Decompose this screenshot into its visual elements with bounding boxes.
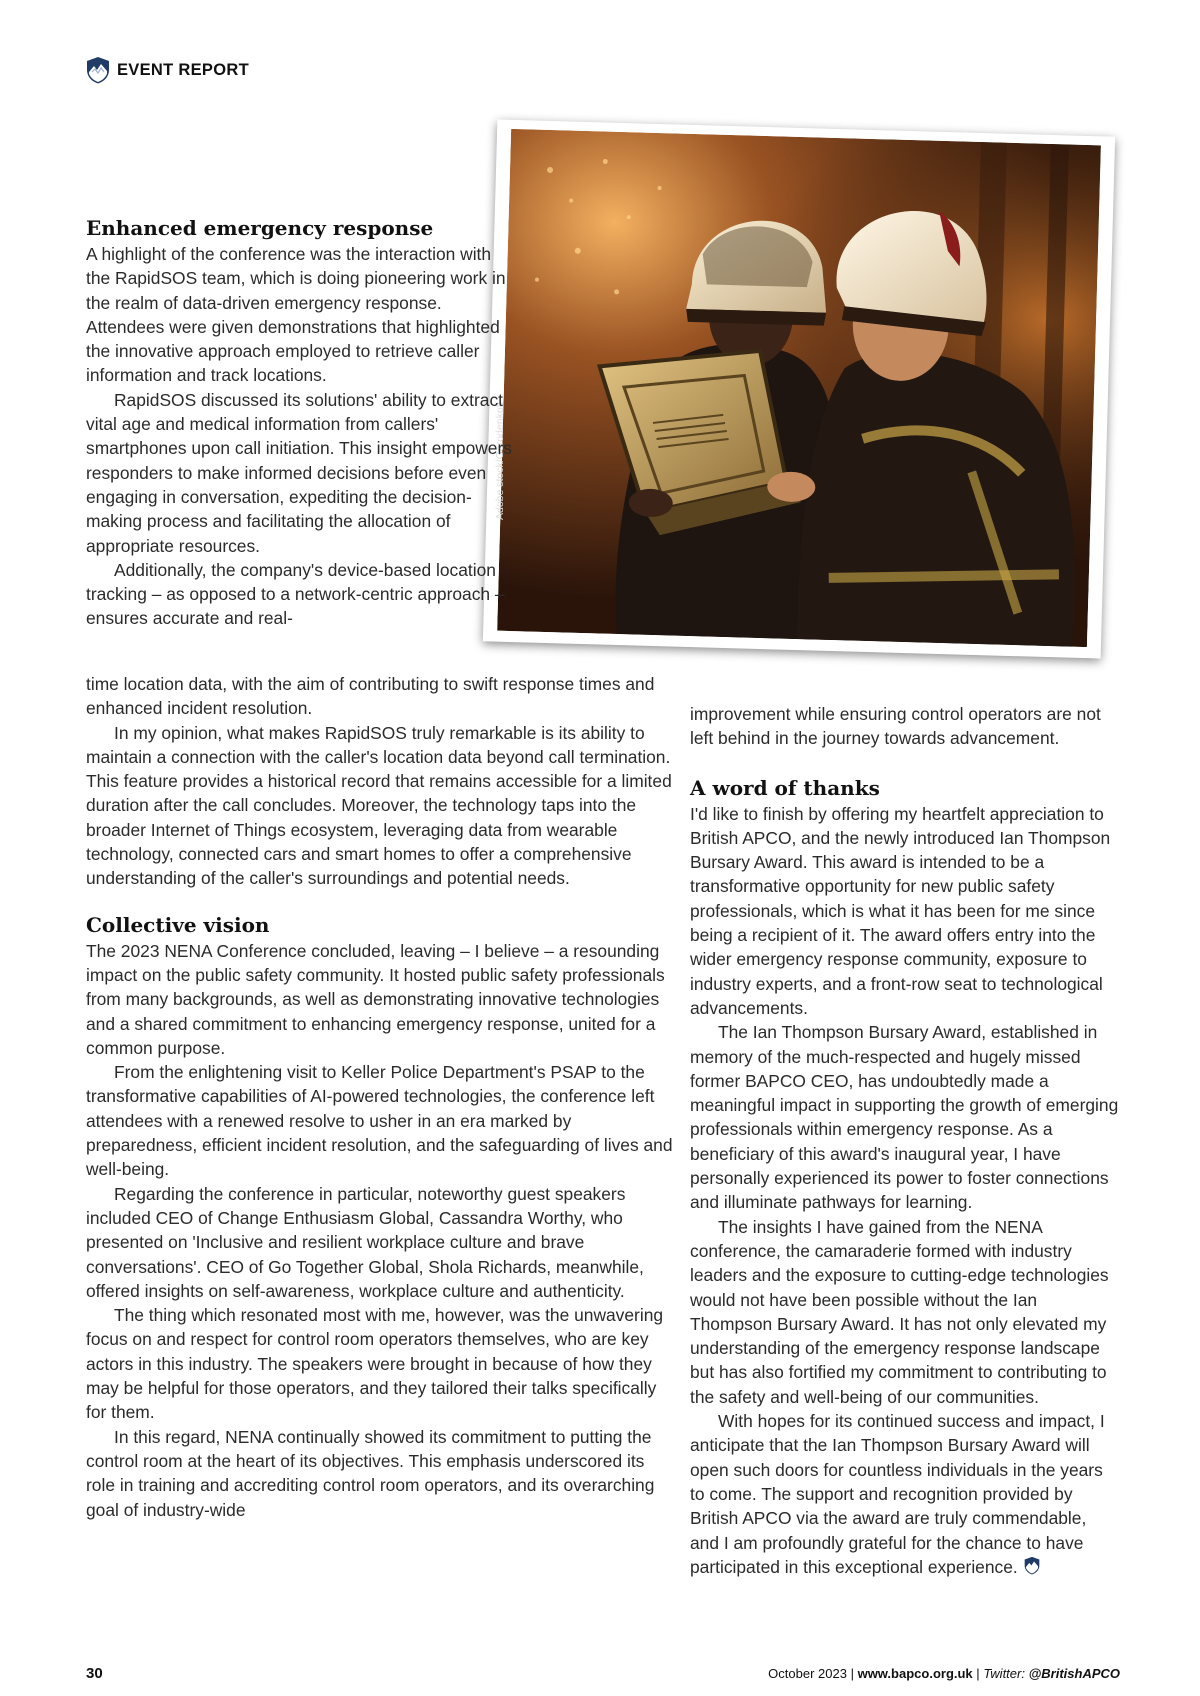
paragraph: In my opinion, what makes RapidSOS truly remarkable is its ability to maintain a connection with the caller's location data beyond call termination. This feature provides a historical record that remains accessible for a limited duration after the call concludes. Moreover, the technology taps into the broader Internet of Things ecosystem, leveraging data from wearable technology, connected cars and smart homes to offer a comprehensive understanding of the caller's surroundings and potential needs. <box>86 722 672 889</box>
issue-date: October 2023 <box>768 1666 847 1681</box>
paragraph: In this regard, NENA continually showed its commitment to putting the control room at the heart of its objectives. This emphasis underscored its role in training and accrediting control room operators, and its overarching goal of industry-wide <box>86 1426 655 1520</box>
column-left-top <box>86 214 516 631</box>
footer-info <box>768 1666 1120 1681</box>
paragraph: Regarding the conference in particular, noteworthy guest speakers included CEO of Change Enthusiasm Global, Cassandra Worthy, who presented on 'Inclusive and resilient workplace culture and brave conversations'. CEO of Go Together Global, Shola Richards, meanwhile, offered insights on self-awareness, workplace culture and authenticity. <box>86 1183 644 1301</box>
feature-photo <box>483 119 1115 658</box>
twitter-label: Twitter: <box>983 1666 1025 1681</box>
paragraph: Additionally, the company's device-based location tracking – as opposed to a network-centric approach – ensures accurate and real- <box>86 559 505 629</box>
paragraph: improvement while ensuring control operators are not left behind in the journey towards advancement. <box>690 704 1101 749</box>
heading-a-word-of-thanks: A word of thanks <box>690 775 880 800</box>
paragraph: From the enlightening visit to Keller Police Department's PSAP to the transformative capabilities of AI-powered technologies, the conference left attendees with a renewed resolve to usher in an era marked by preparedness, efficient incident resolution, and the safeguarding of lives and well-being. <box>86 1062 673 1180</box>
paragraph: RapidSOS discussed its solutions' ability to extract vital age and medical information from callers' smartphones upon call initiation. This insight empowers responders to make informed decisions before even engaging in conversation, expediting the decision-making process and facilitating the allocation of appropriate resources. <box>86 389 512 556</box>
heading-collective-vision: Collective vision <box>86 912 270 937</box>
separator: | <box>850 1666 854 1681</box>
firefighters-photo <box>497 129 1101 647</box>
column-left-main <box>86 672 676 1522</box>
heading-enhanced-emergency-response: Enhanced emergency response <box>86 216 434 240</box>
paragraph-final-text: With hopes for its continued success and impact, I anticipate that the Ian Thompson Bursary Award will open such doors for countless individuals in the years to come. The support and recognition provided by British APCO via the award are truly commendable, and I am profoundly grateful for the chance to have participated in this exceptional experience. <box>690 1411 1105 1577</box>
paragraph: The Ian Thompson Bursary Award, established in memory of the much-respected and hugely missed former BAPCO CEO, has undoubtedly made a meaningful impact in supporting the growth of emerging professionals within emergency response. As a beneficiary of this award's inaugural year, I have personally experienced its power to foster connections and illuminate pathways for learning. <box>690 1022 1119 1213</box>
section-label: EVENT REPORT <box>117 60 249 79</box>
photo-credit: Adobe stock/Gorodenkoff <box>494 401 506 520</box>
column-right <box>690 702 1120 1579</box>
website-link[interactable]: www.bapco.org.uk <box>857 1666 973 1681</box>
section-header <box>86 56 249 84</box>
paragraph: The thing which resonated most with me, however, was the unwavering focus on and respect for control room operators themselves, who are key actors in this industry. The speakers were brought in because of how they may be helpful for those operators, and they tailored their talks specifically for them. <box>86 1305 664 1423</box>
end-mark-shield-icon <box>1024 1556 1040 1575</box>
page-number: 30 <box>86 1665 103 1682</box>
paragraph-final <box>690 1409 1120 1579</box>
separator: | <box>976 1666 980 1681</box>
paragraph: The insights I have gained from the NENA conference, the camaraderie formed with industry leaders and the exposure to cutting-edge technologies would not have been possible without the Ian Thompson Bursary Award. It has not only elevated my understanding of the emergency response landscape but has also fortified my commitment to contributing to the safety and well-being of our communities. <box>690 1216 1109 1407</box>
twitter-handle[interactable]: @BritishAPCO <box>1028 1666 1120 1681</box>
paragraph: The 2023 NENA Conference concluded, leaving – I believe – a resounding impact on the public safety community. It hosted public safety professionals from many backgrounds, as well as demonstrating innovative technologies and a shared commitment to enhancing emergency response, united for a common purpose. <box>86 940 665 1058</box>
paragraph: time location data, with the aim of contributing to swift response times and enhanced incident resolution. <box>86 674 655 719</box>
paragraph: I'd like to finish by offering my heartfelt appreciation to British APCO, and the newly introduced Ian Thompson Bursary Award. This award is intended to be a transformative opportunity for new public safety professionals, which is what it has been for me since being a recipient of it. The award offers entry into the wider emergency response community, exposure to industry experts, and a front-row seat to technological advancements. <box>690 803 1111 1018</box>
bapco-shield-icon <box>86 56 110 84</box>
paragraph: A highlight of the conference was the interaction with the RapidSOS team, which is doing pioneering work in the realm of data-driven emergency response. Attendees were given demonstrations that highlighted the innovative approach employed to retrieve caller information and track locations. <box>86 244 506 386</box>
